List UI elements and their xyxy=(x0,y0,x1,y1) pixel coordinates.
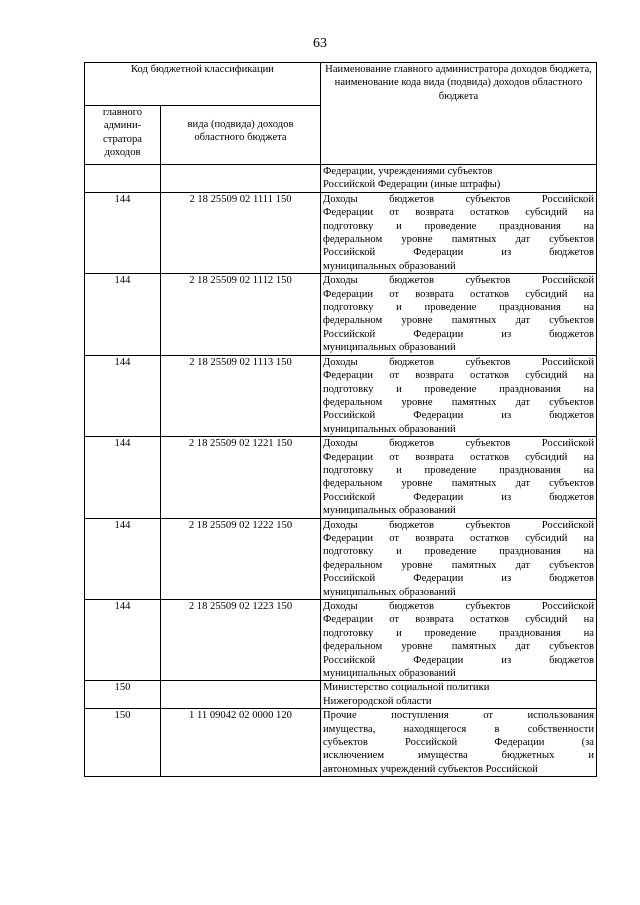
table-body xyxy=(85,165,597,777)
name-line: федеральном уровне памятных дат субъектов xyxy=(323,396,594,408)
name-line: имущества, находящегося в собственности xyxy=(323,723,594,735)
cell-admin-code: 144 xyxy=(85,600,161,681)
table-row xyxy=(85,274,597,355)
cell-admin-code: 144 xyxy=(85,274,161,355)
cell-admin-code: 150 xyxy=(85,709,161,777)
name-line: Российской Федерации из бюджетов xyxy=(323,654,594,666)
name-line: субъектов Российской Федерации (за xyxy=(323,737,594,749)
name-line: исключением имущества бюджетных и xyxy=(323,750,594,762)
cell-income-code xyxy=(161,165,321,193)
header-budget-classification-code: Код бюджетной классификации xyxy=(85,63,321,106)
name-line: федеральном уровне памятных дат субъектов xyxy=(323,478,594,490)
table-header xyxy=(85,63,597,165)
cell-income-code: 2 18 25509 02 1111 150 xyxy=(161,192,321,273)
header-chief-administrator: главного админи-стратора доходов xyxy=(85,106,161,165)
name-line: Нижегородской области xyxy=(323,695,432,707)
name-line: муниципальных образований xyxy=(323,423,456,435)
name-line: муниципальных образований xyxy=(323,342,456,354)
name-line: Доходы бюджетов субъектов Российской xyxy=(323,193,594,205)
cell-income-name xyxy=(321,600,597,681)
name-line: подготовку и проведение празднования на xyxy=(323,302,594,314)
name-line: подготовку и проведение празднования на xyxy=(323,464,594,476)
name-line: муниципальных образований xyxy=(323,586,456,598)
cell-income-code: 2 18 25509 02 1223 150 xyxy=(161,600,321,681)
cell-admin-code: 144 xyxy=(85,192,161,273)
name-line: Доходы бюджетов субъектов Российской xyxy=(323,356,594,368)
cell-income-name xyxy=(321,274,597,355)
table-row xyxy=(85,518,597,599)
name-line: подготовку и проведение празднования на xyxy=(323,627,594,639)
table-row xyxy=(85,192,597,273)
cell-admin-code: 144 xyxy=(85,437,161,518)
name-line: Российской Федерации из бюджетов xyxy=(323,328,594,340)
cell-income-code: 2 18 25509 02 1112 150 xyxy=(161,274,321,355)
name-line: Российской Федерации из бюджетов xyxy=(323,573,594,585)
name-line: муниципальных образований xyxy=(323,260,456,272)
cell-admin-code: 150 xyxy=(85,681,161,709)
name-line: Доходы бюджетов субъектов Российской xyxy=(323,519,594,531)
cell-income-name xyxy=(321,681,597,709)
cell-income-name xyxy=(321,437,597,518)
name-line: федеральном уровне памятных дат субъектов xyxy=(323,559,594,571)
name-line: Министерство социальной политики xyxy=(323,682,490,694)
cell-income-code: 1 11 09042 02 0000 120 xyxy=(161,709,321,777)
name-line: подготовку и проведение празднования на xyxy=(323,220,594,232)
name-line: Федерации от возврата остатков субсидий на xyxy=(323,614,594,626)
table-row xyxy=(85,165,597,193)
name-line: муниципальных образований xyxy=(323,668,456,680)
page-number: 63 xyxy=(313,36,327,51)
table-row xyxy=(85,437,597,518)
cell-admin-code: 144 xyxy=(85,518,161,599)
name-line: Российской Федерации из бюджетов xyxy=(323,491,594,503)
budget-classification-table xyxy=(84,62,597,777)
name-line: Доходы бюджетов субъектов Российской xyxy=(323,275,594,287)
name-line: федеральном уровне памятных дат субъектов xyxy=(323,315,594,327)
name-line: Федерации от возврата остатков субсидий на xyxy=(323,207,594,219)
cell-income-code xyxy=(161,681,321,709)
cell-income-name xyxy=(321,518,597,599)
cell-income-code: 2 18 25509 02 1113 150 xyxy=(161,355,321,436)
table-row xyxy=(85,709,597,777)
name-line: федеральном уровне памятных дат субъектов xyxy=(323,234,594,246)
name-line: подготовку и проведение празднования на xyxy=(323,546,594,558)
name-line: Прочие поступления от использования xyxy=(323,710,594,722)
name-line: Доходы бюджетов субъектов Российской xyxy=(323,438,594,450)
cell-admin-code xyxy=(85,165,161,193)
name-line: Российской Федерации из бюджетов xyxy=(323,247,594,259)
cell-income-name xyxy=(321,192,597,273)
header-administrator-name: Наименование главного администратора доходов бюджета, наименование кода вида (подвида) доходов областного бюджета xyxy=(321,63,597,165)
name-line: Федерации от возврата остатков субсидий на xyxy=(323,451,594,463)
cell-income-name xyxy=(321,355,597,436)
name-line: Федерации от возврата остатков субсидий на xyxy=(323,532,594,544)
header-income-kind: вида (подвида) доходов областного бюджета xyxy=(161,106,321,165)
name-line: автономных учреждений субъектов Российской xyxy=(323,763,538,775)
cell-admin-code: 144 xyxy=(85,355,161,436)
name-line: Российской Федерации из бюджетов xyxy=(323,410,594,422)
name-line: Федерации, учреждениями субъектов xyxy=(323,166,493,177)
table-row xyxy=(85,681,597,709)
name-line: подготовку и проведение празднования на xyxy=(323,383,594,395)
name-line: муниципальных образований xyxy=(323,505,456,517)
name-line: Российской Федерации (иные штрафы) xyxy=(323,179,501,191)
table-row xyxy=(85,600,597,681)
cell-income-code: 2 18 25509 02 1221 150 xyxy=(161,437,321,518)
cell-income-name xyxy=(321,165,597,193)
name-line: федеральном уровне памятных дат субъектов xyxy=(323,641,594,653)
name-line: Доходы бюджетов субъектов Российской xyxy=(323,601,594,612)
cell-income-name xyxy=(321,709,597,777)
name-line: Федерации от возврата остатков субсидий на xyxy=(323,288,594,300)
table-row xyxy=(85,355,597,436)
name-line: Федерации от возврата остатков субсидий на xyxy=(323,370,594,382)
cell-income-code: 2 18 25509 02 1222 150 xyxy=(161,518,321,599)
